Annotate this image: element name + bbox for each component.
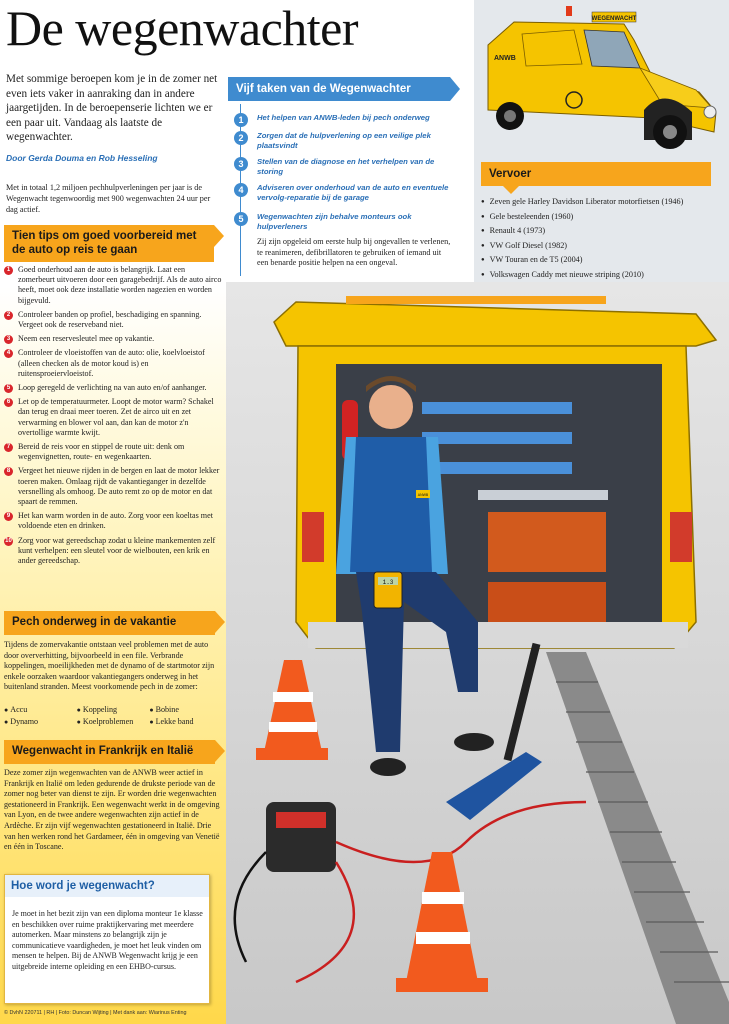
tip-item bbox=[4, 397, 222, 438]
vervoer-item: ● VW Touran en de T5 (2004) bbox=[481, 253, 726, 268]
pech-heading: Pech onderweg in de vakantie bbox=[4, 611, 215, 635]
tip-text: Het kan warm worden in de auto. Zorg voor een koeltas met voldoende eten en drinken. bbox=[18, 511, 213, 531]
tip-number-badge: 6 bbox=[4, 398, 13, 407]
wegenwachter-photo bbox=[226, 282, 729, 1024]
tip-number-badge: 2 bbox=[4, 311, 13, 320]
intro-paragraph: Met sommige beroepen kom je in de zomer net even iets vaker in aanraking dan in andere jaargetijden. In de beroepenserie lichten we er een paar uit. Vandaag als laatste de wegenwachter. bbox=[6, 73, 218, 144]
task-text: Adviseren over onderhoud van de auto en eventuele vervolg-reparatie bij de garage bbox=[257, 183, 449, 202]
pech-item: ● Bobine bbox=[149, 704, 222, 716]
tip-number-badge: 7 bbox=[4, 443, 13, 452]
tip-text: Zorg voor wat gereedschap zodat u kleine mankementen zelf kunt verhelpen: een sleutel voor de wielbouten, een krik en ander gereedschap. bbox=[18, 535, 216, 566]
tip-number-badge: 9 bbox=[4, 512, 13, 521]
tip-text: Vergeet het nieuwe rijden in de bergen en laat de motor lekker toeren maken. Omlaag rijdt de vakantieganger in dezelfde versnelling als omhoog. De auto remt zo op de motor en dat spaart de remmen. bbox=[18, 466, 220, 507]
vervoer-list bbox=[481, 195, 726, 283]
authors-byline: Door Gerda Douma en Rob Hesseling bbox=[6, 153, 158, 163]
frankrijk-paragraph: Deze zomer zijn wegenwachten van de ANWB weer actief in Frankrijk en Italië om leden gedurende de drukste periode van de zomer nog beter van dienst te zijn. Er worden drie wegenwachten gestationeerd in Frankrijk. Een wegenwacht werkt in de omgeving van Lyon, en de twee andere wegenwachten zijn actief in de Ardèche. Er zijn vijf wegenwachten gestationeerd in Italië. Drie van hen werken rond het Gardameer, één in omgeving van Venetië en één in Toscane. bbox=[4, 768, 220, 852]
tip-number-badge: 3 bbox=[4, 335, 13, 344]
task-text: Stellen van de diagnose en het verhelpen van de storing bbox=[257, 157, 435, 176]
wegenwachter-photo-illustration bbox=[226, 282, 729, 1024]
task-text: Het helpen van ANWB-leden bij pech onderweg bbox=[257, 113, 430, 122]
tip-item bbox=[4, 348, 222, 379]
tip-item bbox=[4, 334, 222, 344]
pech-items-grid bbox=[4, 704, 222, 728]
task-text: Zorgen dat de hulpverlening op een veilige plek plaatsvindt bbox=[257, 131, 431, 150]
vervoer-item: ● Volkswagen Caddy met nieuwe striping (2010) bbox=[481, 268, 726, 283]
tip-text: Controleer de vloeistoffen van de auto: olie, koelvloeistof (alleen checken als de motor koud is) en ruitensproeiervloeistof. bbox=[18, 348, 205, 378]
pech-item: ● Koppeling bbox=[77, 704, 150, 716]
task-number-badge: 4 bbox=[234, 183, 248, 197]
task-number-badge: 3 bbox=[234, 157, 248, 171]
pech-item: ● Koelproblemen bbox=[77, 716, 150, 728]
pech-item: ● Dynamo bbox=[4, 716, 77, 728]
tip-text: Bereid de reis voor en stippel de route uit: denk om wegenvignetten, route- en wegenkaarten. bbox=[18, 442, 185, 462]
pech-paragraph: Tijdens de zomervakantie ontstaan veel problemen met de auto door oververhitting, bijvoorbeeld in een file. Verbrande koppelingen, moeilijkheden met de dynamo of de startmotor zijn enkele oorzaken waardoor vakantiegangers onderweg in het buitenland stranden. Meest voorkomende pech in de zomer: bbox=[4, 640, 215, 691]
tip-number-badge: 1 bbox=[4, 266, 13, 275]
tip-number-badge: 4 bbox=[4, 349, 13, 358]
vervoer-item: ● Renault 4 (1973) bbox=[481, 224, 726, 239]
tip-item bbox=[4, 466, 222, 507]
tip-number-badge: 10 bbox=[5, 537, 12, 544]
vintage-van-photo bbox=[474, 0, 729, 160]
photo-credits: © DvhN 220711 | RH | Foto: Duncan Wijting | Met dank aan: Wiarinus Enting bbox=[4, 1010, 187, 1016]
van-door-text: ANWB bbox=[494, 55, 516, 62]
task-number-badge: 2 bbox=[234, 131, 248, 145]
tip-item bbox=[4, 265, 222, 306]
tip-item bbox=[4, 536, 222, 567]
tip-item bbox=[4, 442, 222, 462]
task-number-badge: 5 bbox=[234, 212, 248, 226]
tip-text: Controleer banden op profiel, beschadiging en spanning. Vergeet ook de reserveband niet. bbox=[18, 309, 202, 330]
tip-text: Let op de temperatuurmeter. Loopt de motor warm? Schakel dan terug en draai meer toeren. Zet de airco uit en zet verwarming en blower vol aan, dan kan de motor z'n overtollige warmte kwijt. bbox=[18, 397, 214, 437]
vervoer-item: ● Zeven gele Harley Davidson Liberator motorfietsen (1946) bbox=[481, 195, 726, 210]
tips-list bbox=[4, 265, 222, 570]
vervoer-heading: Vervoer bbox=[481, 162, 711, 186]
frankrijk-heading: Wegenwacht in Frankrijk en Italië bbox=[4, 740, 215, 764]
task5-description: Zij zijn opgeleid om eerste hulp bij ongevallen te verlenen, te reanimeren, defibrillatoren te gebruiken of iemand uit een benarde positie helpen na een ongeval. bbox=[257, 237, 451, 268]
tip-item bbox=[4, 511, 222, 531]
tip-number-badge: 5 bbox=[4, 384, 13, 393]
tip-item bbox=[4, 383, 222, 393]
hoe-word-je-box bbox=[4, 874, 210, 1004]
task-text: Wegenwachten zijn behalve monteurs ook hulpverleners bbox=[257, 212, 412, 231]
vervoer-item: ● Gele besteleenden (1960) bbox=[481, 210, 726, 225]
pech-item: ● Accu bbox=[4, 704, 77, 716]
pech-item: ● Lekke band bbox=[149, 716, 222, 728]
tip-text: Goed onderhoud aan de auto is belangrijk. Laat een zomerbeurt uitvoeren door een garagebedrijf. Als de auto airco heeft, moet ook deze installatie worden nagezien en worden bijgevuld. bbox=[18, 265, 222, 305]
van-roof-sign: WEGENWACHT bbox=[591, 16, 637, 22]
uniform-badge: ANWB bbox=[417, 493, 429, 497]
hoe-paragraph: Je moet in het bezit zijn van een diploma monteur 1e klasse en beschikken over ruime praktijkervaring met meerdere automerken. Maar minstens zo belangrijk zijn je communicatieve vaardigheden, je moet het leuk vinden om mensen te helpen. Bij de ANWB Wegenwacht krijg je een uitgebreide interne opleiding en een EHBO-cursus. bbox=[12, 909, 203, 971]
hoe-heading: Hoe word je wegenwacht? bbox=[5, 875, 209, 897]
tip-number-badge: 8 bbox=[4, 467, 13, 476]
vijf-taken-heading: Vijf taken van de Wegenwachter bbox=[228, 77, 450, 101]
tip-text: Loop geregeld de verlichting na van auto en/of aanhanger. bbox=[18, 383, 207, 393]
page-title: De wegenwachter bbox=[6, 0, 359, 56]
multimeter-display: 1.3 bbox=[382, 579, 394, 586]
tip-item bbox=[4, 310, 222, 330]
task-number-badge: 1 bbox=[234, 113, 248, 127]
tip-text: Neem een reservesleutel mee op vakantie. bbox=[18, 334, 155, 344]
vervoer-item: ● VW Golf Diesel (1982) bbox=[481, 239, 726, 254]
statistic-paragraph: Met in totaal 1,2 miljoen pechhulpverleningen per jaar is de Wegenwacht tegenwoordig met 900 wegenwachten 24 uur per dag actief. bbox=[6, 183, 211, 214]
tips-heading: Tien tips om goed voorbereid met de auto op reis te gaan bbox=[4, 225, 214, 262]
